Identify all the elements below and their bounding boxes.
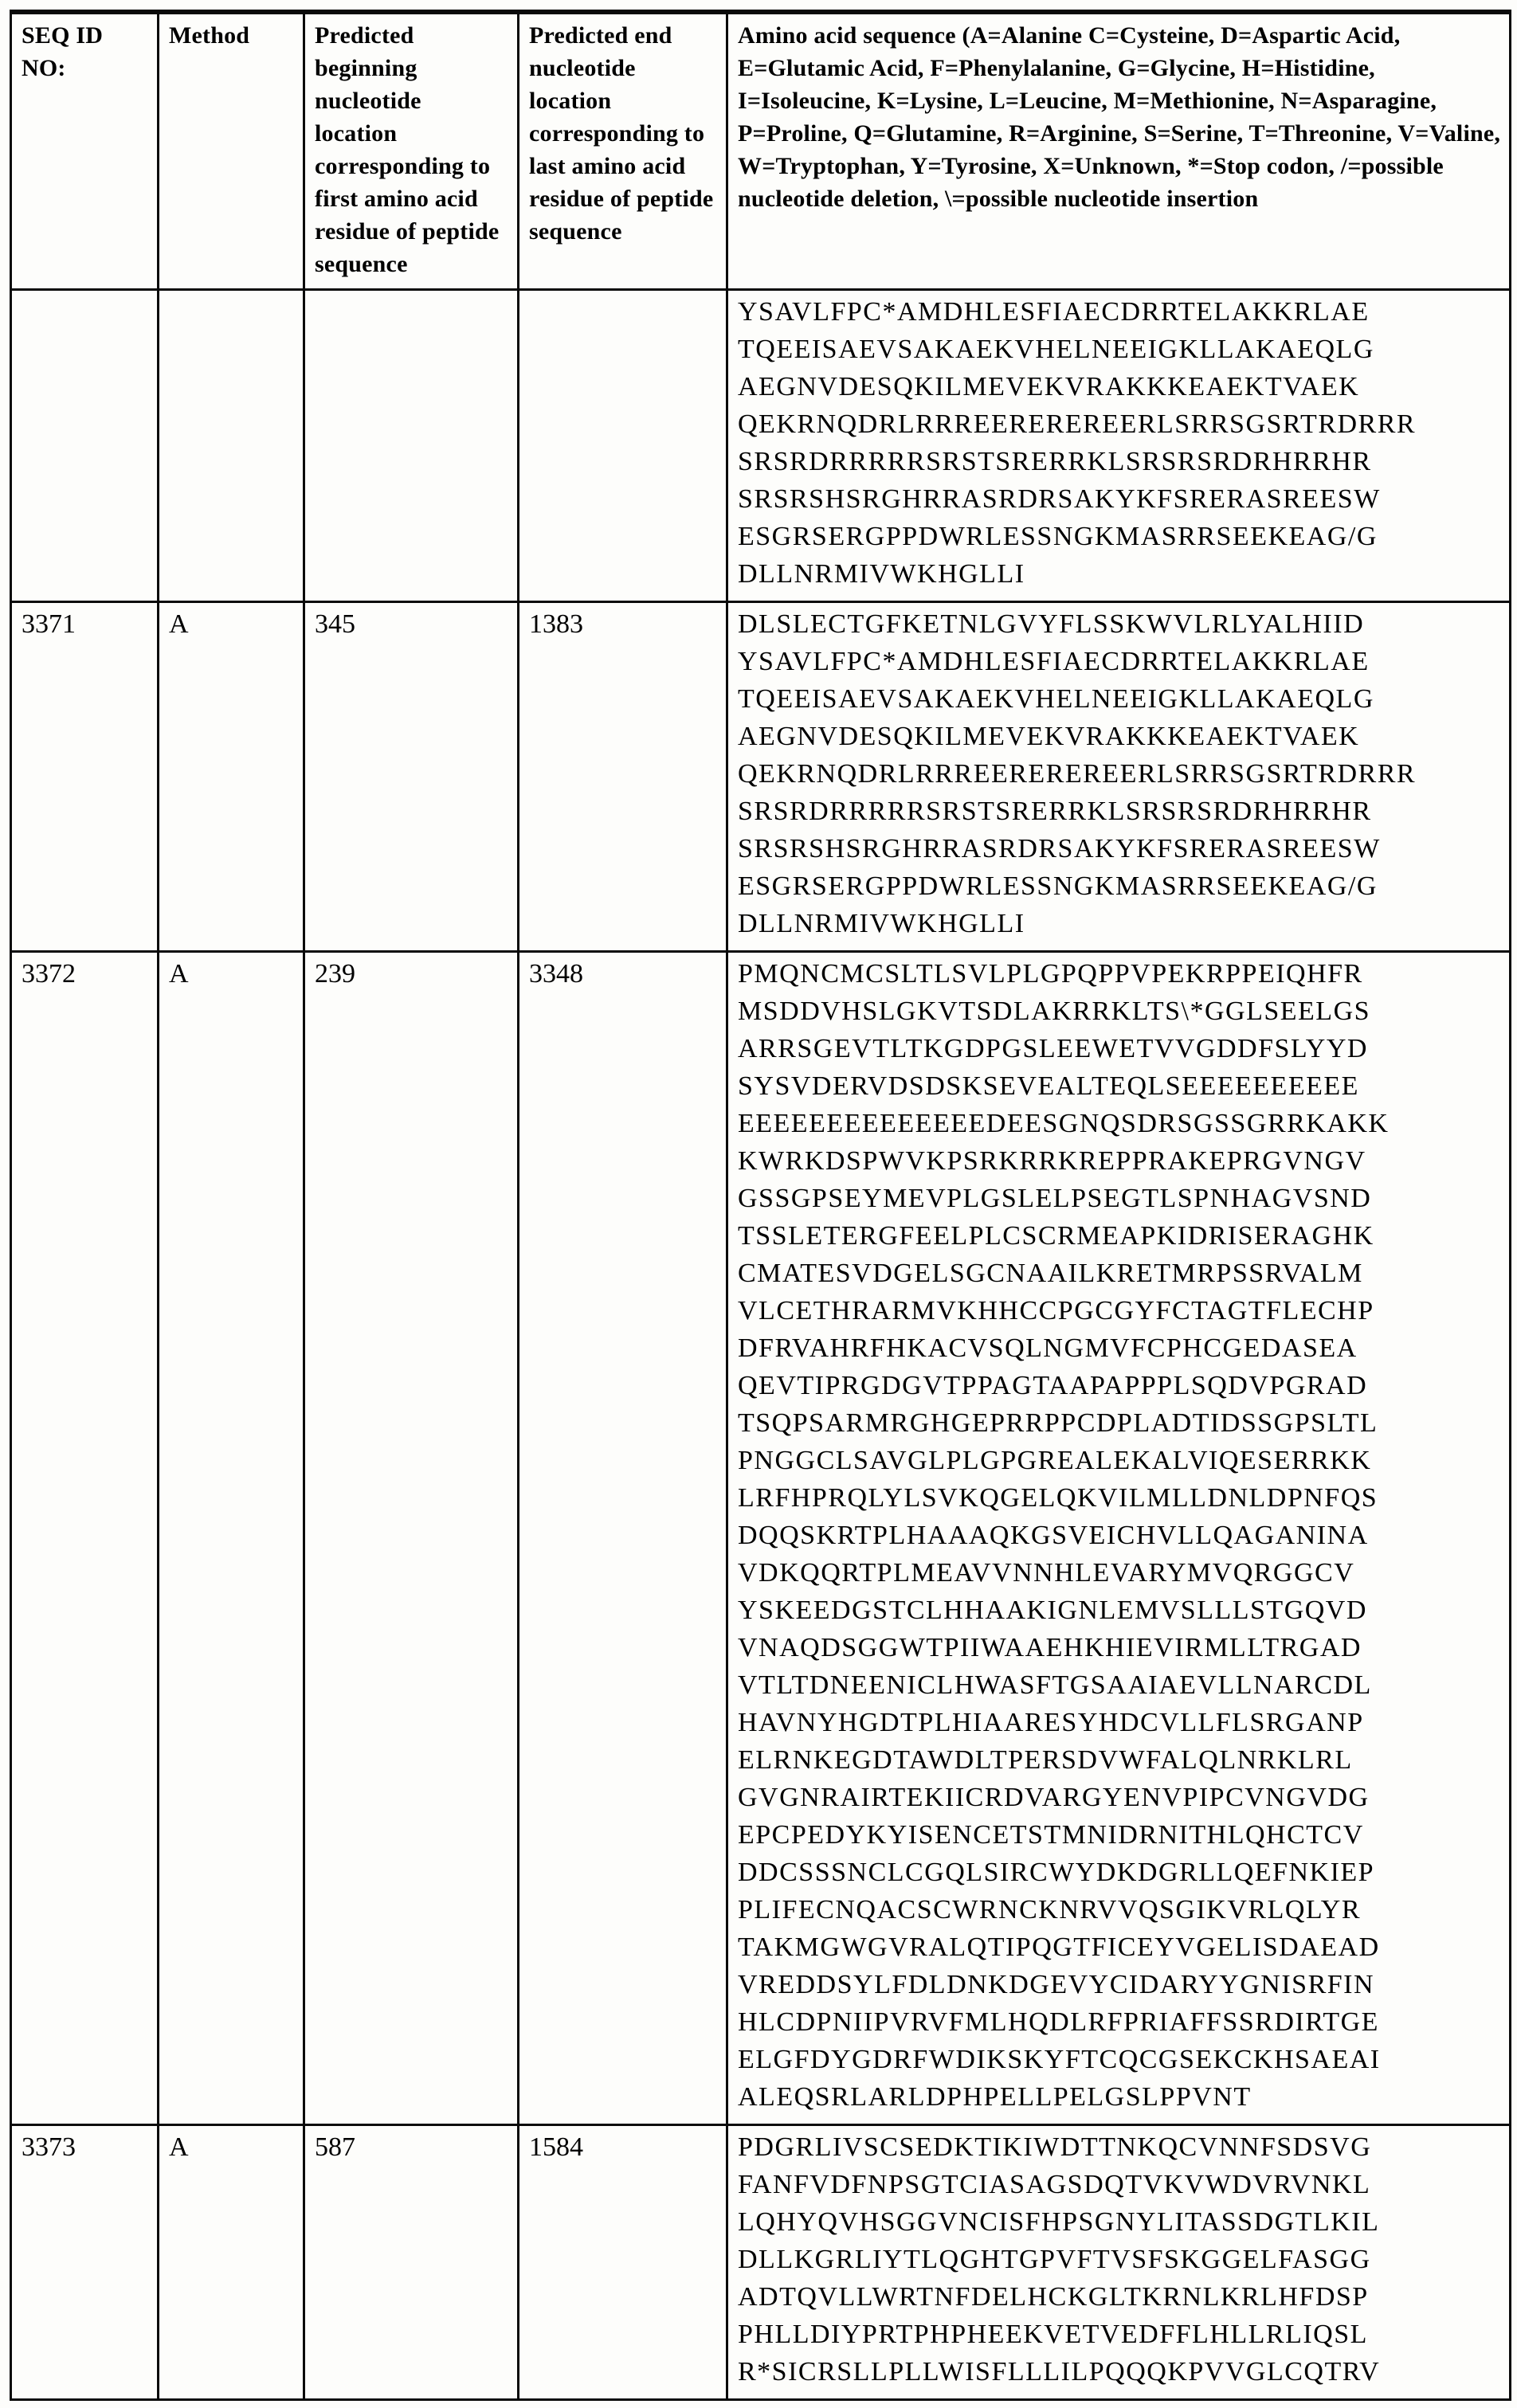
col-header-seq-id: SEQ ID NO: xyxy=(11,12,159,290)
header-row xyxy=(11,12,1511,290)
cell-begin-location xyxy=(304,290,519,602)
col-header-method: Method xyxy=(159,12,304,290)
cell-begin-location: 239 xyxy=(304,952,519,2125)
cell-end-location: 3348 xyxy=(519,952,727,2125)
cell-seq-id: 3371 xyxy=(11,602,159,952)
table-row xyxy=(11,952,1511,2125)
sequence-table-header xyxy=(11,12,1511,290)
cell-end-location: 1584 xyxy=(519,2125,727,2400)
cell-method: A xyxy=(159,2125,304,2400)
cell-begin-location: 587 xyxy=(304,2125,519,2400)
table-row xyxy=(11,602,1511,952)
sequence-table xyxy=(10,10,1511,2401)
cell-amino-acid-sequence: PMQNCMCSLTLSVLPLGPQPPVPEKRPPEIQHFR MSDDVHSLGKVTSDLAKRRKLTS\*GGLSEELGS ARRSGEVTLTKGDPGSLEEWETVVGDDFSLYYD SYSVDERVDSDSKSEVEALTEQLSEEEEEEEEEE EEEEEEEEEEEEEEDEESGNQSDRSGSSGRRKAKK KWRKDSPWVKPSRKRRKREPPRAKEPRGVNGV GSSGPSEYMEVPLGSLELPSEGTLSPNHAGVSND TSSLETERGFEELPLCSCRMEAPKIDRISERAGHK CMATESVDGELSGCNAAILKRETMRPSSRVALM VLCETHRARMVKHHCCPGCGYFCTAGTFLECHP DFRVAHRFHKACVSQLNGMVFCPHCGEDASEA QEVTIPRGDGVTPPAGTAAPAPPPLSQDVPGRAD TSQPSARMRGHGEPRRPPCDPLADTIDSSGPSLTL PNGGCLSAVGLPLGPGREALEKALVIQESERRKK LRFHPRQLYLSVKQGELQKVILMLLDNLDPNFQS DQQSKRTPLHAAAQKGSVEICHVLLQAGANINA VDKQQRTPLMEAVVNNHLEVARYMVQRGGCV YSKEEDGSTCLHHAAKIGNLEMVSLLLSTGQVD VNAQDSGGWTPIIWAAEHKHIEVIRMLLTRGAD VTLTDNEENICLHWASFTGSAAIAEVLLNARCDL HAVNYHGDTPLHIAARESYHDCVLLFLSRGANP ELRNKEGDTAWDLTPERSDVWFALQLNRKLRL GVGNRAIRTEKIICRDVARGYENVPIPCVNGVDG EPCPEDYKYISENCETSTMNIDRNITHLQHCTCV DDCSSSNCLCGQLSIRCWYDKDGRLLQEFNKIEP PLIFECNQACSCWRNCKNRVVQSGIKVRLQLYR TAKMGWGVRALQTIPQGTFICEYVGELISDAEAD VREDDSYLFDLDNKDGEVYCIDARYYGNISRFIN HLCDPNIIPVRVFMLHQDLRFPRIAFFSSRDIRTGE ELGFDYGDRFWDIKSKYFTCQCGSEKCKHSAEAI ALEQSRLARLDPHPELLPELGSLPPVNT xyxy=(727,952,1511,2125)
cell-amino-acid-sequence: YSAVLFPC*AMDHLESFIAECDRRTELAKKRLAE TQEEISAEVSAKAEKVHELNEEIGKLLAKAEQLG AEGNVDESQKILMEVEKVRAKKKEAEKTVAEK QEKRNQDRLRRREEREREREERLSRRSGSRTRDRRR SRSRDRRRRRSRSTSRERRKLSRSRSRDRHRRHR SRSRSHSRGHRRASRDRSAKYKFSRERASREESW ESGRSERGPPDWRLESSNGKMASRRSEEKEAG/G DLLNRMIVWKHGLLI xyxy=(727,290,1511,602)
col-header-amino-acid-legend: Amino acid sequence (A=Alanine C=Cysteine, D=Aspartic Acid, E=Glutamic Acid, F=Phenylalanine, G=Glycine, H=Histidine, I=Isoleucine, K=Lysine, L=Leucine, M=Methionine, N=Asparagine, P=Proline, Q=Glutamine, R=Arginine, S=Serine, T=Threonine, V=Valine, W=Tryptophan, Y=Tyrosine, X=Unknown, *=Stop codon, /=possible nucleotide deletion, \=possible nucleotide insertion xyxy=(727,12,1511,290)
col-header-end-location: Predicted end nucleotide location corresponding to last amino acid residue of peptide sequence xyxy=(519,12,727,290)
cell-seq-id xyxy=(11,290,159,602)
cell-method: A xyxy=(159,602,304,952)
table-row xyxy=(11,290,1511,602)
cell-end-location: 1383 xyxy=(519,602,727,952)
cell-method: A xyxy=(159,952,304,2125)
cell-amino-acid-sequence: PDGRLIVSCSEDKTIKIWDTTNKQCVNNFSDSVG FANFVDFNPSGTCIASAGSDQTVKVWDVRVNKL LQHYQVHSGGVNCISFHPSGNYLITASSDGTLKIL DLLKGRLIYTLQGHTGPVFTVSFSKGGELFASGG ADTQVLLWRTNFDELHCKGLTKRNLKRLHFDSP PHLLDIYPRTPHPHEEKVETVEDFFLHLLRLIQSL R*SICRSLLPLLWISFLLLILPQQQKPVVGLCQTRV xyxy=(727,2125,1511,2400)
cell-seq-id: 3372 xyxy=(11,952,159,2125)
cell-end-location xyxy=(519,290,727,602)
cell-amino-acid-sequence: DLSLECTGFKETNLGVYFLSSKWVLRLYALHIID YSAVLFPC*AMDHLESFIAECDRRTELAKKRLAE TQEEISAEVSAKAEKVHELNEEIGKLLAKAEQLG AEGNVDESQKILMEVEKVRAKKKEAEKTVAEK QEKRNQDRLRRREEREREREERLSRRSGSRTRDRRR SRSRDRRRRRSRSTSRERRKLSRSRSRDRHRRHR SRSRSHSRGHRRASRDRSAKYKFSRERASREESW ESGRSERGPPDWRLESSNGKMASRRSEEKEAG/G DLLNRMIVWKHGLLI xyxy=(727,602,1511,952)
cell-seq-id: 3373 xyxy=(11,2125,159,2400)
sequence-table-body xyxy=(11,290,1511,2400)
col-header-begin-location: Predicted beginning nucleotide location corresponding to first amino acid residue of peptide sequence xyxy=(304,12,519,290)
table-row xyxy=(11,2125,1511,2400)
cell-method xyxy=(159,290,304,602)
cell-begin-location: 345 xyxy=(304,602,519,952)
